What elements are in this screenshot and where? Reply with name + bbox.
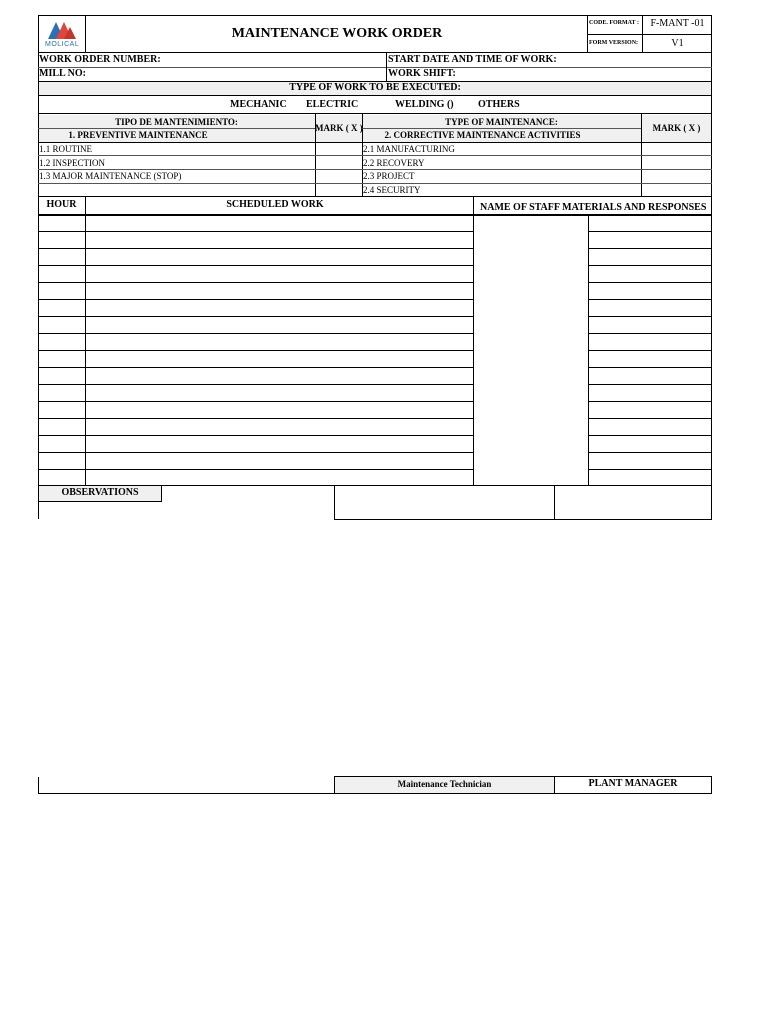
plant-manager-signature-label: PLANT MANAGER — [588, 778, 678, 789]
divider — [85, 197, 86, 486]
logo-text: MOLICAL — [45, 41, 80, 48]
divider — [38, 214, 712, 216]
table-row — [38, 265, 473, 266]
table-row — [588, 333, 712, 334]
table-row — [38, 452, 473, 453]
code-format-value: F-MANT -01 — [650, 18, 705, 29]
option-mechanic[interactable]: MECHANIC — [230, 99, 287, 110]
table-row — [38, 435, 473, 436]
logo-cell — [38, 15, 86, 53]
form-version-label: FORM VERSION: — [589, 40, 639, 46]
table-row — [38, 418, 473, 419]
hour-column-header: HOUR — [46, 199, 77, 210]
table-row — [588, 384, 712, 385]
table-row — [38, 384, 473, 385]
table-row — [588, 231, 712, 232]
corrective-item-project: 2.3 PROJECT — [363, 171, 415, 181]
table-row — [38, 299, 473, 300]
table-row — [38, 333, 473, 334]
corrective-item-security: 2.4 SECURITY — [363, 185, 421, 195]
code-format-label: CODE. FORMAT : — [589, 20, 639, 26]
schedule-table — [38, 197, 712, 486]
divider — [587, 34, 712, 35]
divider — [386, 53, 387, 81]
observations-label: OBSERVATIONS — [61, 487, 139, 498]
table-row — [588, 316, 712, 317]
preventive-item-inspection: 1.2 INSPECTION — [39, 158, 106, 168]
corrective-item-manufacturing: 2.1 MANUFACTURING — [363, 144, 455, 154]
work-shift-label: WORK SHIFT: — [388, 68, 456, 79]
corrective-heading: 2. CORRECTIVE MAINTENANCE ACTIVITIES — [384, 130, 581, 140]
technician-signature-label: Maintenance Technician — [397, 779, 492, 789]
table-row — [588, 469, 712, 470]
signature-left-border — [38, 777, 39, 794]
observations-field[interactable] — [334, 485, 555, 520]
form-version-value: V1 — [671, 38, 684, 49]
table-row — [588, 452, 712, 453]
table-row — [38, 350, 473, 351]
table-row — [38, 367, 473, 368]
table-row — [588, 367, 712, 368]
table-row — [588, 265, 712, 266]
scheduled-work-column-header: SCHEDULED WORK — [226, 199, 324, 210]
table-row — [588, 435, 712, 436]
observations-field-right[interactable] — [554, 485, 712, 520]
left-maintenance-heading: TIPO DE MANTENIMIENTO: — [115, 117, 238, 127]
mill-no-label: MILL NO: — [39, 68, 86, 79]
table-row — [588, 248, 712, 249]
mark-header-right: MARK ( X ) — [652, 123, 701, 133]
preventive-item-routine: 1.1 ROUTINE — [39, 144, 92, 154]
option-electric[interactable]: ELECTRIC — [306, 99, 359, 110]
type-of-work-options-row — [38, 95, 712, 114]
work-order-number-label: WORK ORDER NUMBER: — [39, 54, 161, 65]
corrective-item-recovery: 2.2 RECOVERY — [363, 158, 425, 168]
table-row — [38, 469, 473, 470]
option-welding[interactable]: WELDING () — [395, 99, 454, 110]
table-row — [588, 299, 712, 300]
divider — [38, 155, 712, 156]
observations-left-border — [38, 502, 39, 519]
right-maintenance-heading: TYPE OF MAINTENANCE: — [445, 117, 558, 127]
divider — [473, 197, 474, 486]
table-row — [38, 282, 473, 283]
option-others[interactable]: OTHERS — [478, 99, 520, 110]
table-row — [38, 248, 473, 249]
table-row — [38, 401, 473, 402]
preventive-item-major: 1.3 MAJOR MAINTENANCE (STOP) — [39, 171, 182, 181]
type-of-work-heading: TYPE OF WORK TO BE EXECUTED: — [289, 82, 461, 93]
divider — [38, 67, 712, 68]
form-title: MAINTENANCE WORK ORDER — [231, 26, 443, 41]
start-date-label: START DATE AND TIME OF WORK: — [388, 54, 557, 65]
mark-header-left: MARK ( X ) — [315, 123, 363, 133]
preventive-heading: 1. PREVENTIVE MAINTENANCE — [68, 130, 208, 140]
table-row — [588, 401, 712, 402]
table-row — [588, 418, 712, 419]
table-row — [38, 231, 473, 232]
table-row — [588, 282, 712, 283]
staff-column-header: NAME OF STAFF MATERIALS AND RESPONSES — [480, 202, 707, 213]
table-row — [38, 316, 473, 317]
table-row — [588, 350, 712, 351]
